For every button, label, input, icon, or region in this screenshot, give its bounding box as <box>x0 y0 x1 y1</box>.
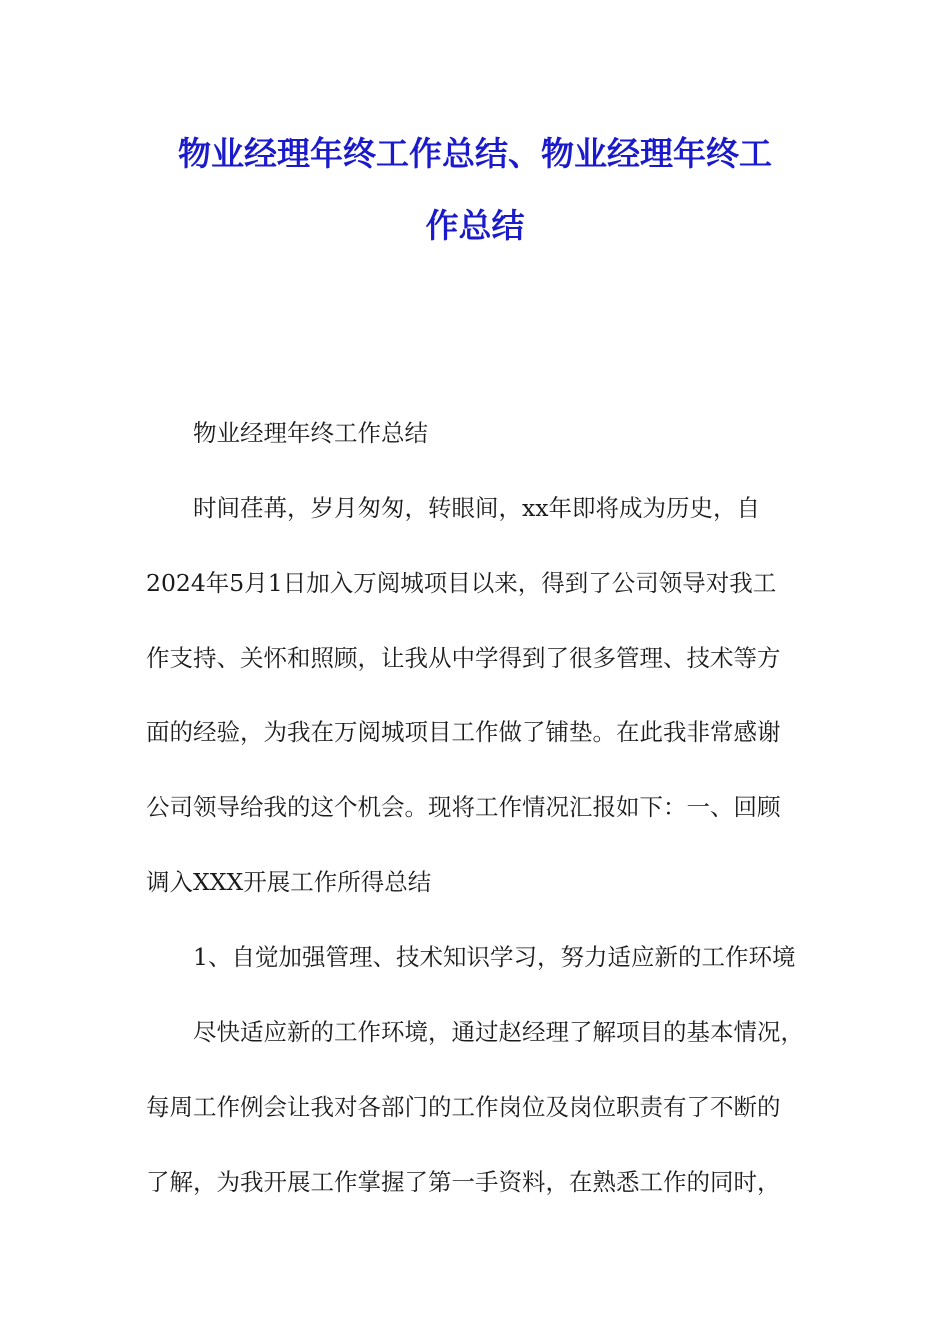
paragraph-line: 每周工作例会让我对各部门的工作岗位及岗位职责有了不断的 <box>146 1093 781 1121</box>
document-title-line-2: 作总结 <box>425 206 525 245</box>
paragraph-line: 面的经验，为我在万阅城项目工作做了铺垫。在此我非常感谢 <box>146 718 781 746</box>
list-item-heading: 1、自觉加强管理、技术知识学习，努力适应新的工作环境 <box>193 943 796 971</box>
document-title-line-1: 物业经理年终工作总结、物业经理年终工 <box>178 134 772 173</box>
paragraph-line: 了解，为我开展工作掌握了第一手资料，在熟悉工作的同时， <box>146 1168 781 1196</box>
paragraph-line: 调入XXX开展工作所得总结 <box>146 868 432 896</box>
paragraph-line: 时间荏苒，岁月匆匆，转眼间，xx年即将成为历史，自 <box>193 494 761 522</box>
paragraph-line: 2024年5月1日加入万阅城项目以来，得到了公司领导对我工 <box>146 569 777 597</box>
paragraph-line: 公司领导给我的这个机会。现将工作情况汇报如下：一、回顾 <box>146 793 781 821</box>
section-heading: 物业经理年终工作总结 <box>193 419 428 447</box>
paragraph-line: 作支持、关怀和照顾，让我从中学得到了很多管理、技术等方 <box>146 644 781 672</box>
paragraph-line: 尽快适应新的工作环境，通过赵经理了解项目的基本情况， <box>193 1018 804 1046</box>
